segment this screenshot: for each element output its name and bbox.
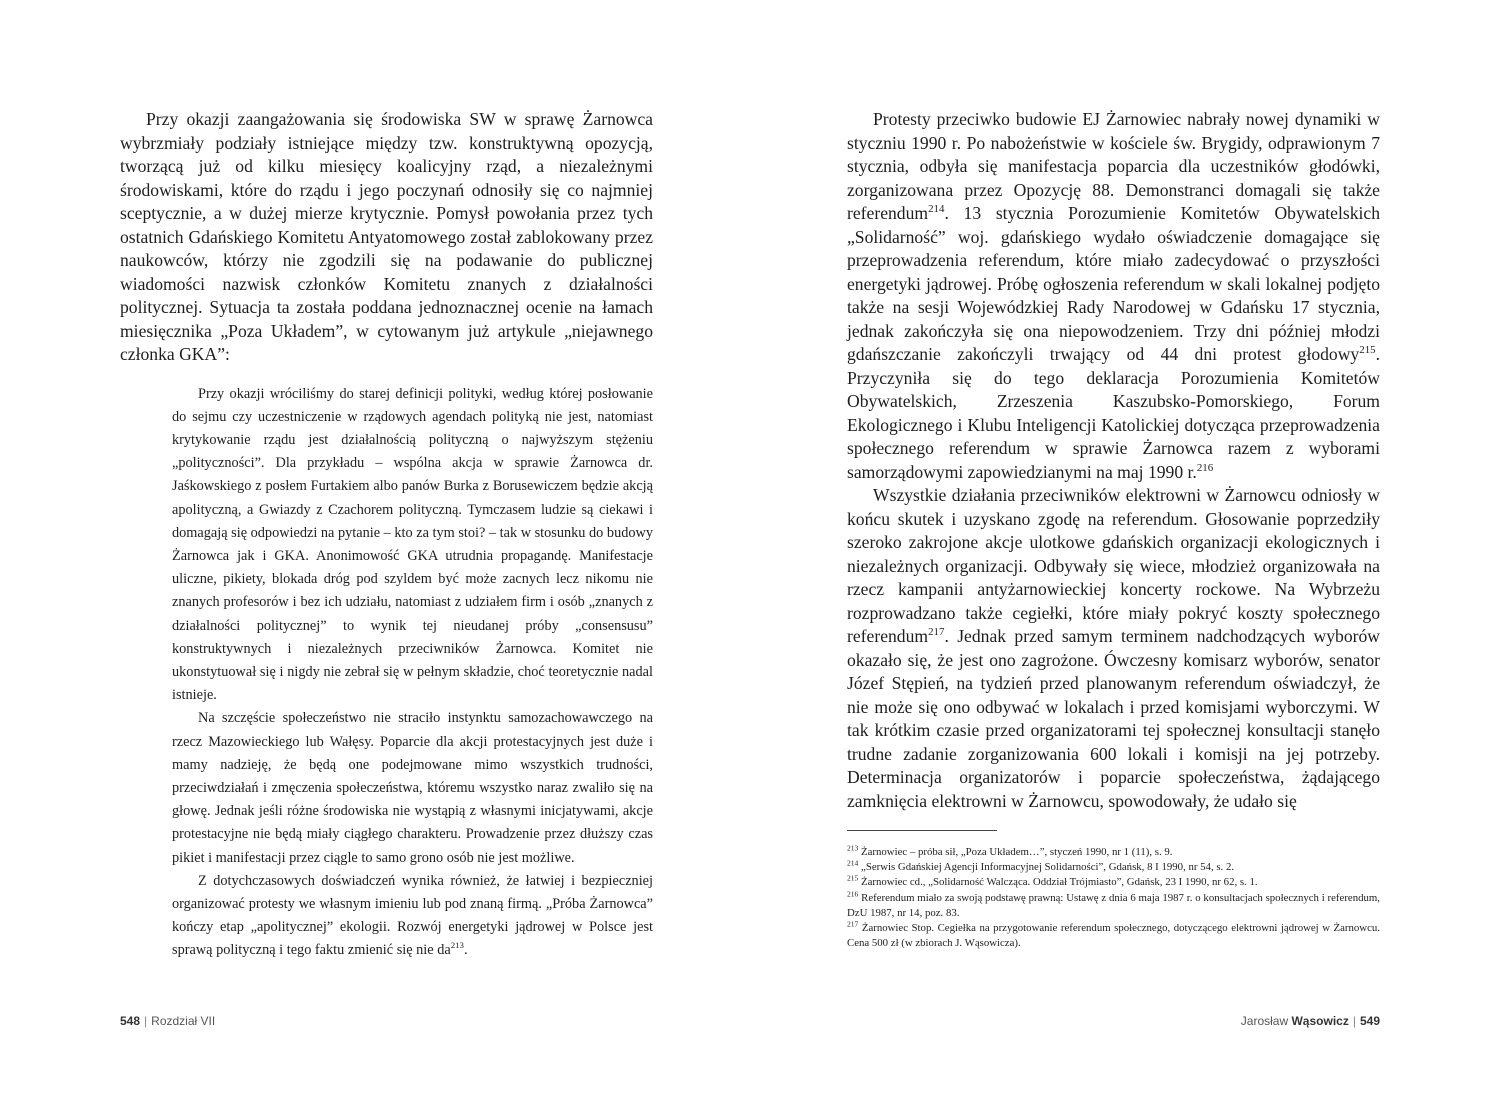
author-first-name: Jarosław [1240,1014,1289,1028]
body-paragraph: Protesty przeciwko budowie EJ Żarnowiec nabrały nowej dynamiki w styczniu 1990 r. Po nabożeństwie w kościele św. Brygidy, odprawionym 7 stycznia, odbyła się manifestacja poparcia dla uczestników głodówki, zorganizowana przez Opozycję 88. Demonstranci domagali się także referendum$^{214}$. 13 stycznia Porozumienie Komitetów Obywatelskich „Solidarność” woj. gdańskiego wydało oświadczenie domagające się przeprowadzenia referendum, które miało zadecydować o przyszłości energetyki jądrowej. Próbę ogłoszenia referendum w skali lokalnej podjęto także na sesji Wojewódzkiej Rady Narodowej w Gdańsku 17 stycznia, jednak zakończyła się ona niepowodzeniem. Trzy dni później młodzi gdańszczanie zakończyli trwający od 44 dni protest głodowy$^{215}$. Przyczyniła się do tego deklaracja Porozumienia Komitetów Obywatelskich, Zrzeszenia Kaszubsko-Pomorskiego, Forum Ekologicznego i Klubu Inteligencji Katolickiej dotycząca przeprowadzenia społecznego referendum w sprawie Żarnowca razem z wyborami samorządowymi zapowiedzianymi na maj 1990 r.$^{216}$ [847,109,1380,482]
left-folio: 548 | Rozdział VII [120,1014,216,1028]
page-number: 548 [120,1014,141,1028]
footnote: $^{215}$ Żarnowiec cd., „Solidarność Walcząca. Oddział Trójmiasto”, Gdańsk, 23 I 1990, nr 62, s. 1. [847,873,1258,889]
footnote-ref[interactable]: 215 [1359,344,1376,357]
footnote-divider [847,830,997,831]
footnote: $^{214}$ „Serwis Gdańskiej Agencji Informacyjnej Solidarności”, Gdańsk, 8 I 1990, nr 54, s. 2. [847,858,1235,874]
body-paragraph: Przy okazji zaangażowania się środowiska SW w sprawę Żarnowca wybrzmiały podziały istniejące między tzw. konstruktywną opozycją, tworzącą już od kilku miesięcy koalicyjny rząd, a niezależnymi środowiskami, które do rządu i jego poczynań odnosiły się co najmniej sceptycznie, a w dużej mierze krytycznie. Pomysł powołania przez tych ostatnich Gdańskiego Komitetu Antyatomowego został zablokowany przez naukowców, którzy nie zgodzili się na podawanie do publicznej wiadomości nazwisk członków Komitetu znanych z działalności politycznej. Sytuacja ta została poddana jednoznacznej ocenie na łamach miesięcznika „Poza Układem”, w cytowanym już artykule „niejawnego członka GKA”: [120,109,653,364]
footnote: $^{216}$ Referendum miało za swoją podstawę prawną: Ustawę z dnia 6 maja 1987 r. o konsultacjach społecznych i referendum, DzU 1987, nr 14, poz. 83. [847,889,1380,919]
footnote: $^{213}$ Żarnowiec – próba sił, „Poza Układem…”, styczeń 1990, nr 1 (11), s. 9. [847,843,1173,858]
author-last-name: Wąsowicz [1291,1014,1349,1028]
footnote-ref[interactable]: 214 [928,203,945,216]
chapter-label: Rozdział VII [151,1014,216,1028]
block-quote [172,383,653,963]
footnote: $^{217}$ Żarnowiec Stop. Cegiełka na przygotowanie referendum społecznego, dotyczącego elektrowni jądrowej w Żarnowcu. Cena 500 zł (w zbiorach J. Wąsowicza). [847,919,1380,950]
quote-paragraph: Przy okazji wróciliśmy do starej definicji polityki, według której posłowanie do sejmu czy uczestniczenie w rządowych agendach polityką nie jest, natomiast krytykowanie rządu jest działalnością polityczną o najwyższym stężeniu „polityczności”. Dla przykładu – wspólna akcja w sprawie Żarnowca dr. Jaśkowskiego z posłem Furtakiem albo panów Burka z Borusewiczem będzie akcją apolityczną, a Gwiazdy z Czachorem polityczną. Tymczasem ludzie są ciekawi i domagają się odpowiedzi na pytanie – kto za tym stoi? – tak w stosunku do budowy Żarnowca jak i GKA. Anonimowość GKA utrudnia propagandę. Manifestacje uliczne, pikiety, blokada dróg pod szyldem być może zacnych lecz nikomu nie znanych profesorów i bez ich udziału, natomiast z udziałem firm i osób „znanych z działalności politycznej” to wynik tej nieudanej próby „consensusu” konstruktywnych i niezależnych przeciwników Żarnowca. Komitet nie ukonstytuował się i nigdy nie zebrał się w pełnym składzie, choć teoretycznie nadal istnieje. [172,385,653,704]
quote-paragraph: Z dotychczasowych doświadczeń wynika również, że łatwiej i bezpieczniej organizować protesty we własnym imieniu lub pod znaną firmą. „Próba Żarnowca” kończy etap „apolitycznej” ekologii. Rozwój energetyki jądrowej w Polsce jest sprawą polityczną i tego faktu zmienić się nie $da^{213}$. [172,872,653,959]
footnote-ref[interactable]: 213 [450,940,464,951]
footnote-ref[interactable]: 217 [928,626,945,639]
quote-paragraph: Na szczęście społeczeństwo nie straciło instynktu samozachowawczego na rzecz Mazowieckiego lub Wałęsy. Poparcie dla akcji protestacyjnych jest duże i mamy nadzieję, że będą one podejmowane mimo wszystkich trudności, przeciwdziałań i zmęczenia społeczeństwa, któremu wszystko naraz zwaliło się na głowę. Jednak jeśli różne środowiska nie wystąpią z własnymi inicjatywami, akcje protestacyjne nie będą miały ciągłego charakteru. Prowadzenie przez dłuższy czas pikiet i manifestacji przez ciągle to samo grono osób nie jest możliwe. [172,710,653,866]
left-text-column [120,108,653,963]
footnotes [847,845,1380,951]
footnote-ref[interactable]: 216 [1196,461,1214,474]
right-folio: Jarosław Wąsowicz | 549 [1240,1014,1380,1028]
right-text-column [847,108,1380,813]
body-paragraph: Wszystkie działania przeciwników elektrowni w Żarnowcu odniosły w końcu skutek i uzyskano zgodę na referendum. Głosowanie poprzedziły szeroko zakrojone akcje ulotkowe gdańskich organizacji ekologicznych i niezależnych organizacji. Odbywały się wiece, młodzież organizowała na rzecz kampanii antyżarnowieckiej koncerty rockowe. Na Wybrzeżu rozprowadzano także cegiełki, które miały pokryć koszty społecznego referendum$^{217}$. Jednak przed samym terminem nadchodzących wyborów okazało się, że jest ono zagrożone. Ówczesny komisarz wyborów, senator Józef Stępień, na tydzień przed planowanym referendum oświadczył, że nie może się ono odbywać w lokalach i przed komisjami wyborczymi. W tak krótkim czasie przed organizatorami tej społecznej konsultacji stanęło trudne zadanie zorganizowania 600 lokali i komisji na jej potrzeby. Determinacja organizatorów i poparcie społeczeństwa, żądającego zamknięcia elektrowni w Żarnowcu, spowodowały, że udało się [847,485,1380,811]
page-number: 549 [1359,1014,1380,1028]
right-page [750,0,1500,1118]
